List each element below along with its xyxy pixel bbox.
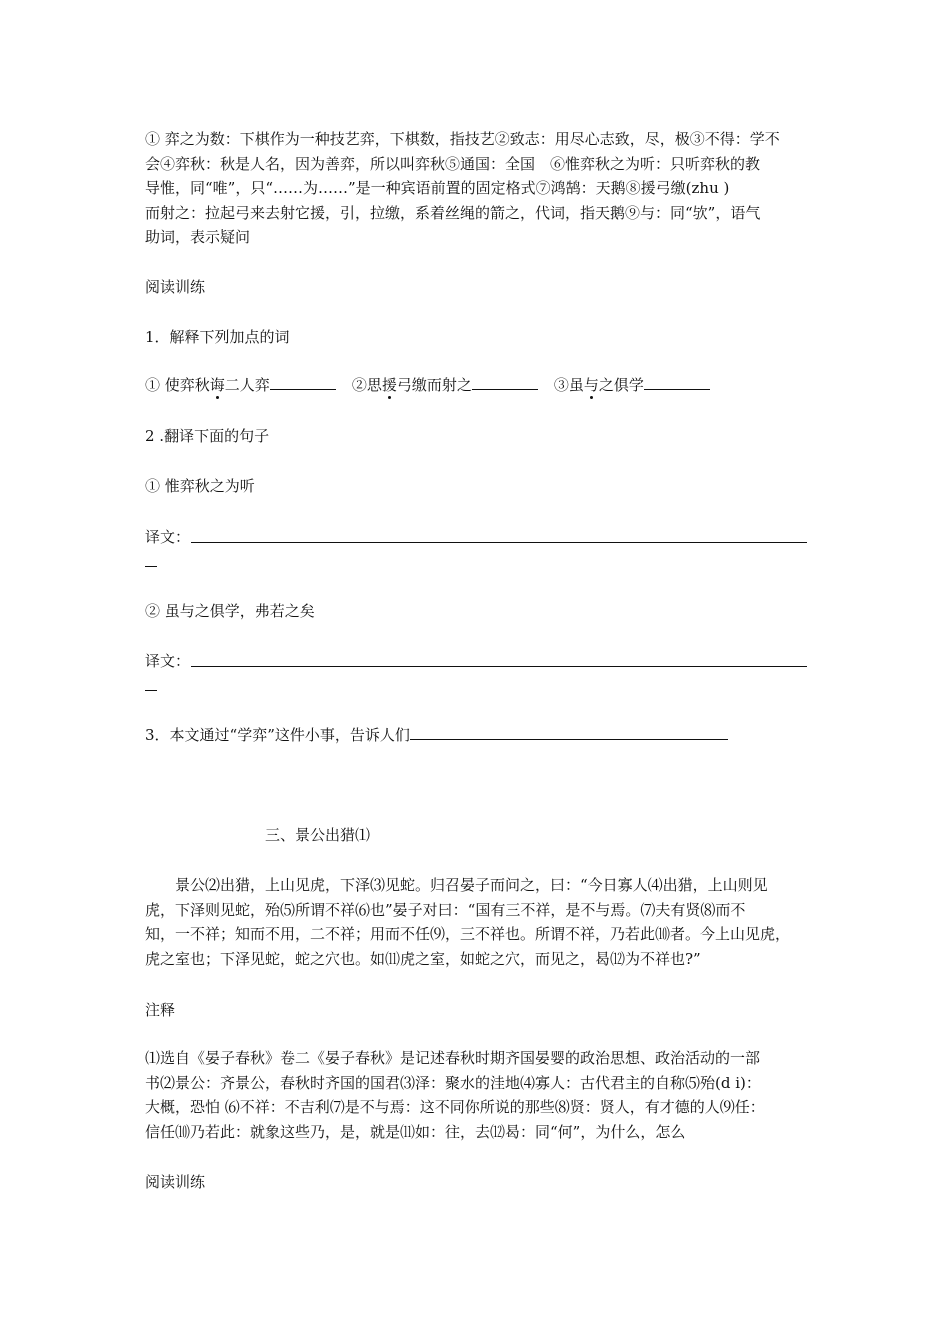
translation-label: 译文： xyxy=(145,528,191,546)
note-line: 助词，表示疑问 xyxy=(145,228,251,246)
note-line: 信任⑽乃若此：就象这些乃，是，就是⑾如：往，去⑿曷：同“何”，为什么，怎么 xyxy=(145,1122,686,1141)
note-line: ⑴选自《晏子春秋》卷二《晏子春秋》是记述春秋时期齐国晏婴的政治思想、政治活动的一部 xyxy=(145,1049,761,1067)
translation-label: 译文： xyxy=(145,652,191,670)
note-line: 而射之：拉起弓来去射它援，引，拉缴，系着丝绳的箭之，代词，指天鹅⑨与：同“欤”，语气 xyxy=(145,203,761,222)
emphasis-dot-char: 诲 xyxy=(209,376,225,394)
notes-paragraph-jinggong xyxy=(145,1046,810,1144)
q1-answer-blank-c[interactable] xyxy=(644,375,710,390)
passage-line: 虎，下泽则见蛇，殆⑸所谓不祥⑹也”晏子对曰：“国有三不祥，是不与焉。⑺夫有贤⑻而不 xyxy=(145,900,746,919)
question-1-items xyxy=(145,375,810,395)
note-line: 会④弈秋：秋是人名，因为善弈，所以叫弈秋⑤通国：全国 ⑥惟弈秋之为听：只听弈秋的教 xyxy=(145,154,761,173)
translation-row-1 xyxy=(145,527,807,547)
note-line: ① 弈之为数：下棋作为一种技艺弈，下棋数，指技艺②致志：用尽心志致，尽，极③不得：学不 xyxy=(145,130,780,148)
question-3-text: 3．本文通过“学弈”这件小事，告诉人们 xyxy=(145,726,410,744)
translation-answer-line-2-tail xyxy=(145,690,157,691)
q1-answer-blank-b[interactable] xyxy=(472,375,538,390)
section-title: 三、景公出猎⑴ xyxy=(265,826,371,844)
translation-answer-line-2[interactable] xyxy=(191,666,807,667)
q1-item-b: ②思援弓缴而射之 xyxy=(351,376,472,394)
question-2-title: 2 .翻译下面的句子 xyxy=(145,427,270,445)
passage-line: 知，一不祥；知而不用，二不祥；用而不任⑼，三不祥也。所谓不祥，乃若此⑽者。今上山见虎， xyxy=(145,925,791,943)
translation-answer-line-1-tail xyxy=(145,566,157,567)
translation-answer-line-1[interactable] xyxy=(191,542,807,543)
passage-line: 虎之室也；下泽见蛇，蛇之穴也。如⑾虎之室，如蛇之穴，而见之，曷⑿为不祥也?” xyxy=(145,949,701,968)
question-3-answer-blank[interactable] xyxy=(410,725,728,740)
translation-row-2 xyxy=(145,651,807,671)
passage-paragraph xyxy=(145,873,810,971)
note-line: 大概，恐怕 ⑹不祥：不吉利⑺是不与焉：这不同你所说的那些⑻贤：贤人，有才德的人⑼任： xyxy=(145,1098,765,1116)
question-2-sentence-2: ② 虽与之俱学，弗若之矣 xyxy=(145,602,315,620)
notes-heading: 注释 xyxy=(145,1001,176,1019)
q1-answer-blank-a[interactable] xyxy=(270,375,336,390)
note-line: 导惟，同“唯”，只“……为……”是一种宾语前置的固定格式⑦鸿鹄：天鹅⑧援弓缴(zhu ) xyxy=(145,179,730,197)
reading-heading-2: 阅读训练 xyxy=(145,1173,206,1191)
reading-heading: 阅读训练 xyxy=(145,278,206,296)
q1-item-c: ③虽与之俱学 xyxy=(553,376,644,394)
question-2-sentence-1: ① 惟弈秋之为听 xyxy=(145,477,255,495)
passage-line: 景公⑵出猎，上山见虎，下泽⑶见蛇。归召晏子而问之，曰：“今日寡人⑷出猎，上山则见 xyxy=(145,876,768,894)
emphasis-dot-char: 与 xyxy=(583,376,599,394)
notes-paragraph-yiqiu xyxy=(145,127,810,250)
q1-item-a: ① 使弈秋诲二人弈 xyxy=(145,376,270,394)
note-line: 书⑵景公：齐景公，春秋时齐国的国君⑶泽：聚水的洼地⑷寡人：古代君主的自称⑸殆(d i)： xyxy=(145,1073,761,1092)
question-1-title: 1．解释下列加点的词 xyxy=(145,328,290,346)
question-3 xyxy=(145,725,810,745)
emphasis-dot-char: 援 xyxy=(381,376,397,394)
